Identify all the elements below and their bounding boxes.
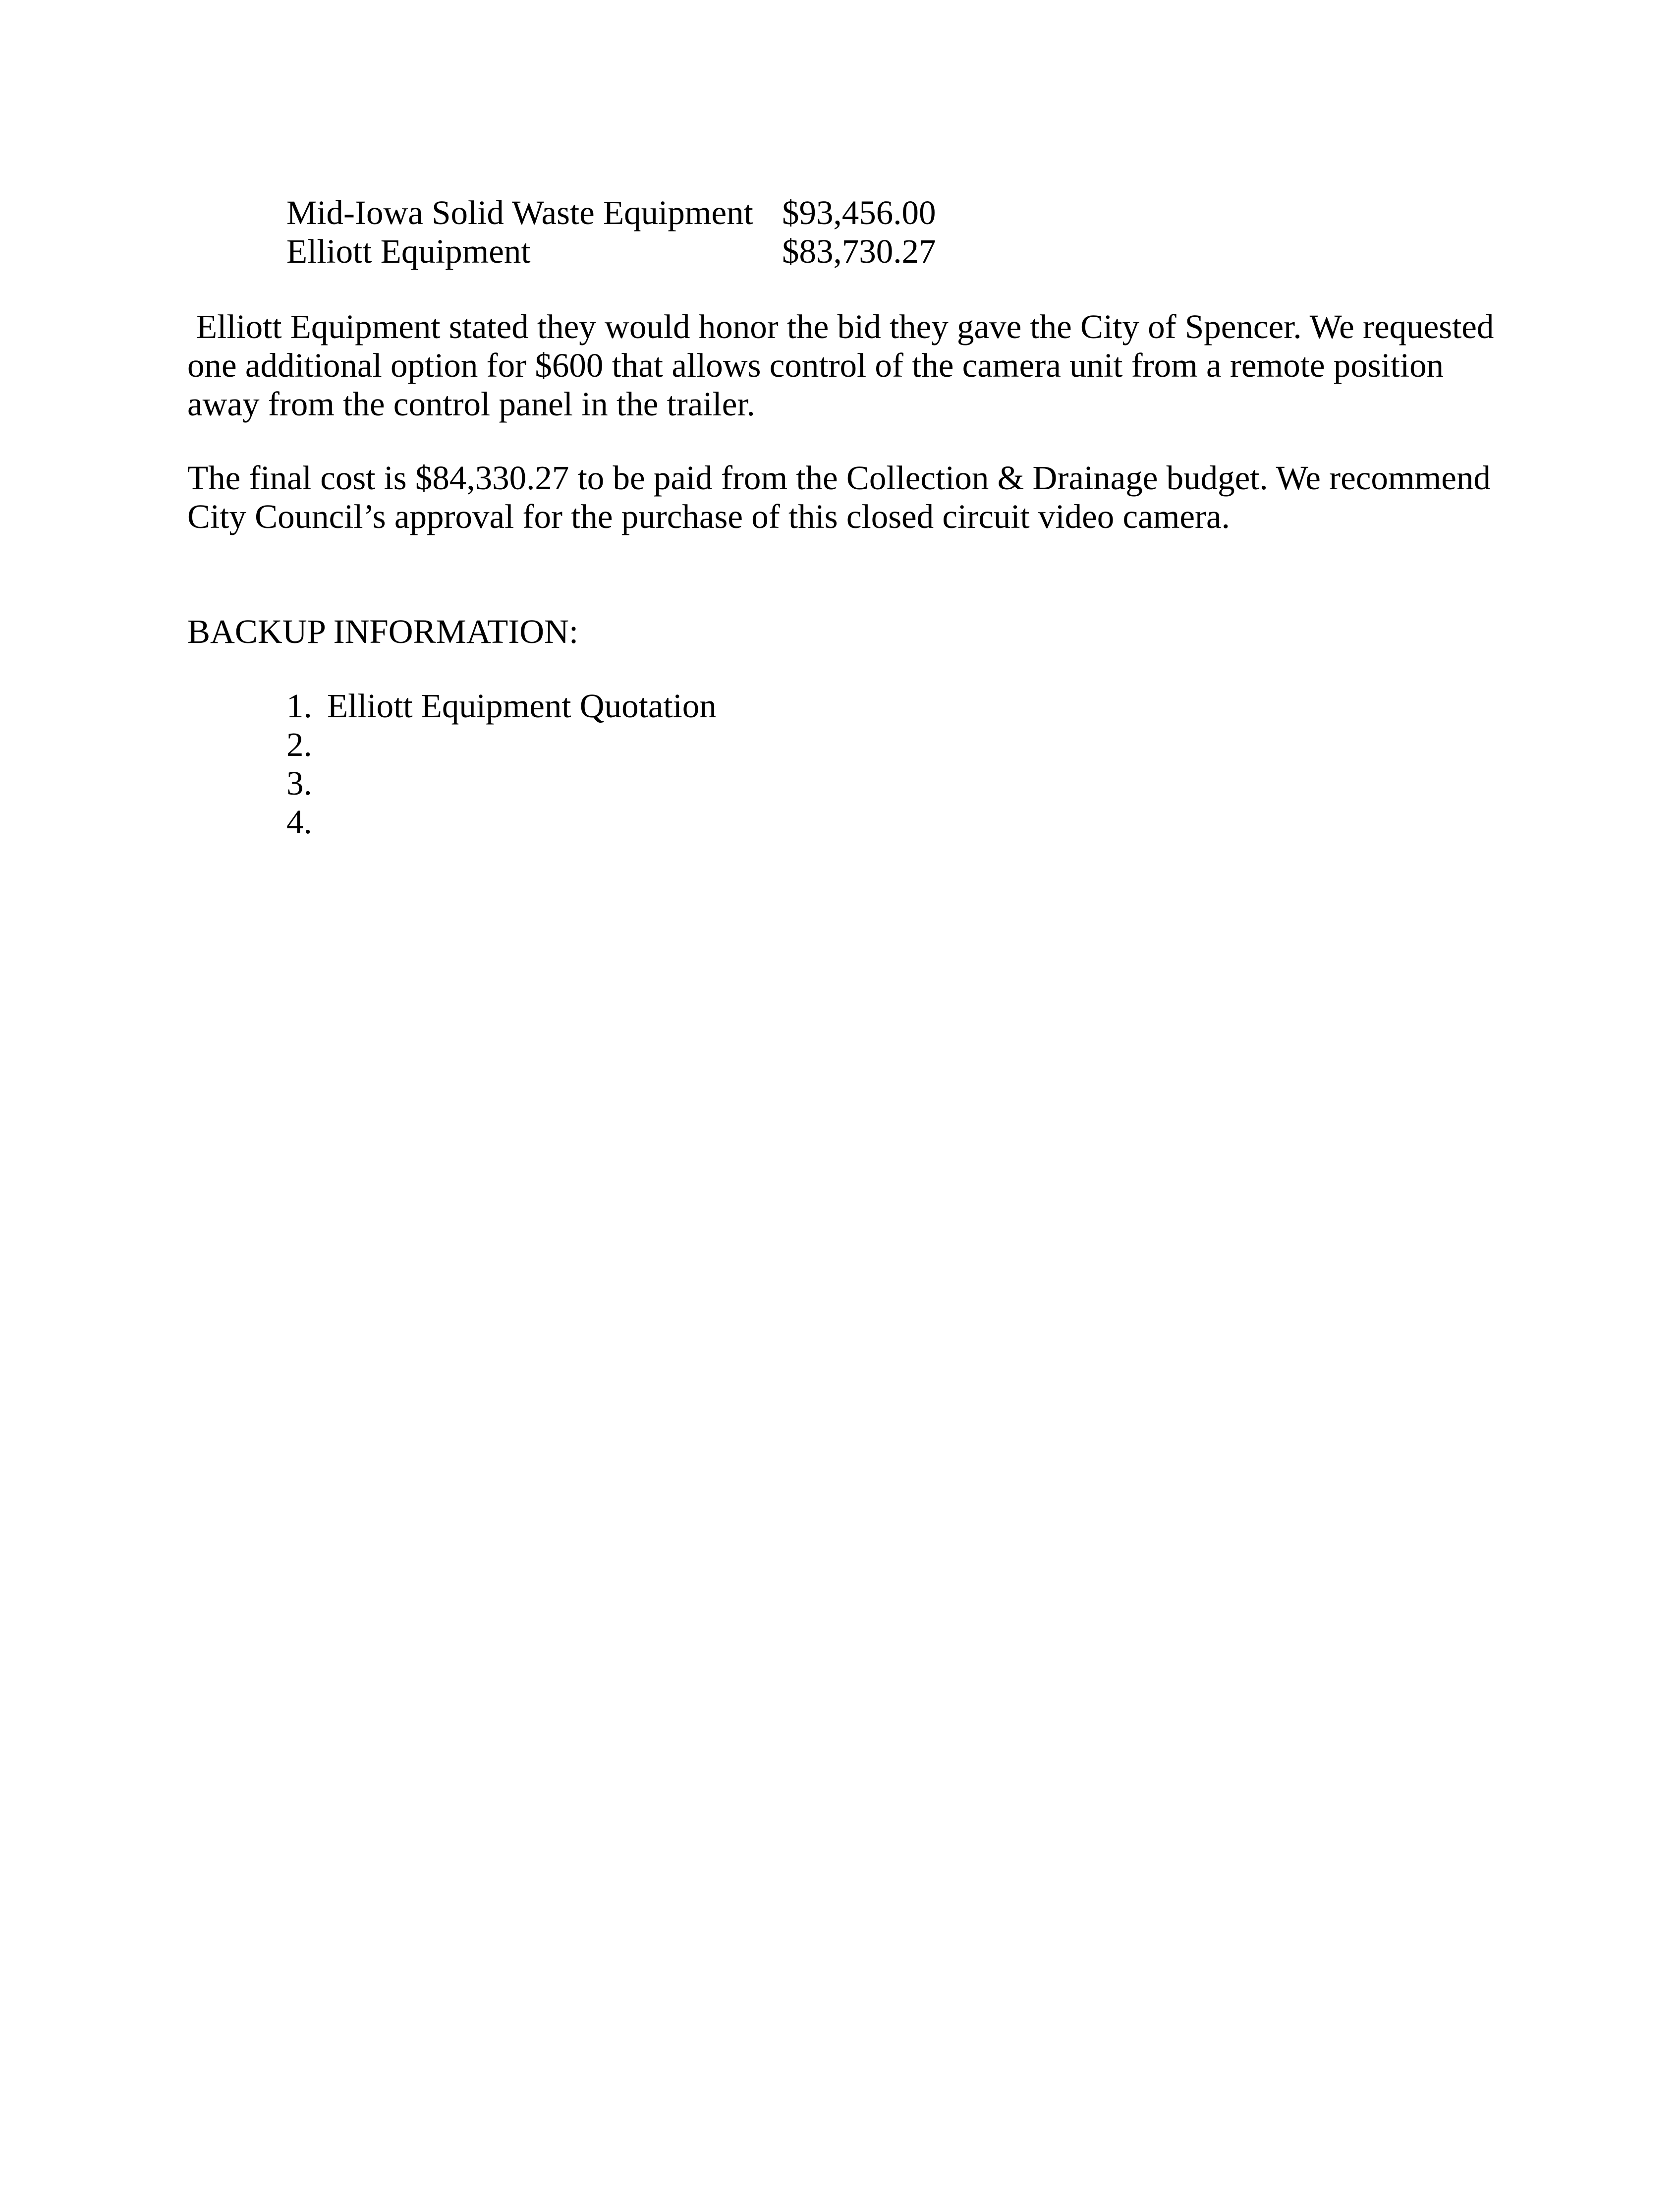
bid-amount: $93,456.00 xyxy=(782,194,936,231)
final-cost-paragraph: The final cost is $84,330.27 to be paid from the Collection & Drainage budget. We recommend City Council’s approval for the purchase of this closed circuit video camera. xyxy=(187,459,1491,535)
backup-information-list xyxy=(286,687,717,841)
list-item-number: 2. xyxy=(286,726,312,763)
list-item xyxy=(286,725,717,764)
backup-information-heading: BACKUP INFORMATION: xyxy=(187,613,579,650)
list-item xyxy=(286,803,717,841)
bid-vendor-name: Elliott Equipment xyxy=(286,232,531,270)
bid-honor-paragraph: Elliott Equipment stated they would honor the bid they gave the City of Spencer. We requested one additional option for $600 that allows control of the camera unit from a remote position away from the control panel in the trailer. xyxy=(187,308,1494,423)
list-item xyxy=(286,687,717,725)
list-item xyxy=(286,764,717,803)
list-item-text: Elliott Equipment Quotation xyxy=(327,687,717,725)
bid-row xyxy=(286,232,980,271)
bid-amount: $83,730.27 xyxy=(782,232,936,270)
list-item-number: 1. xyxy=(286,687,312,725)
bid-row xyxy=(286,193,980,232)
bid-list xyxy=(286,193,980,271)
list-item-number: 4. xyxy=(286,803,312,841)
list-item-number: 3. xyxy=(286,764,312,802)
bid-vendor-name: Mid-Iowa Solid Waste Equipment xyxy=(286,194,753,231)
